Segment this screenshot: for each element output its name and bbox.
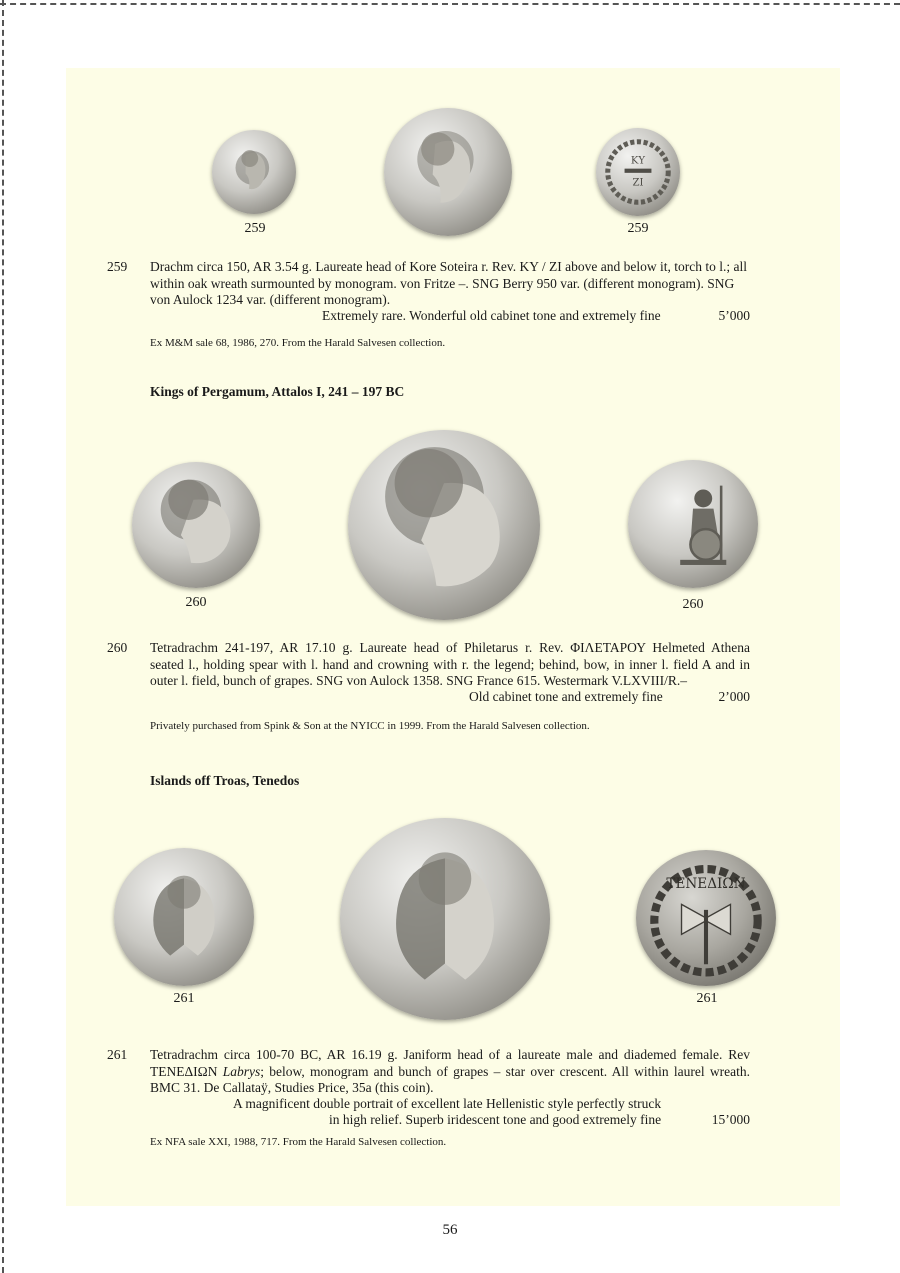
lot-provenance: Privately purchased from Spink & Son at the NYICC in 1999. From the Harald Salvesen collection. xyxy=(150,720,590,732)
lot-description xyxy=(150,640,750,690)
lot-grade: in high relief. Superb iridescent tone and good extremely fine xyxy=(329,1112,662,1127)
labrys-wreath-icon xyxy=(636,850,776,986)
coin-259-reverse xyxy=(596,128,680,216)
description-line: Tetradrachm circa 100-70 BC, AR 16.19 g. Janiform head of a laureate male and diademed female. Rev xyxy=(150,1047,750,1062)
head-profile-icon xyxy=(348,430,540,620)
lot-number: 259 xyxy=(107,259,128,274)
coin-260-obverse-small xyxy=(132,462,260,588)
crop-border-top xyxy=(0,3,900,5)
athena-seated-icon xyxy=(628,460,758,588)
description-line: von Aulock 1234 var. (different monogram). xyxy=(150,292,391,307)
description-line: seated l., holding spear with l. hand and crowning with r. the legend; behind, bow, in inner l. field A and in xyxy=(150,656,750,672)
head-profile-icon xyxy=(132,462,260,588)
coin-259-obverse-large xyxy=(384,108,512,236)
description-text: ; below, monogram and bunch of grapes – star over crescent. All within laurel wreath. xyxy=(260,1063,751,1079)
lot-description xyxy=(150,1047,750,1097)
section-heading: Kings of Pergamum, Attalos I, 241 – 197 BC xyxy=(150,384,405,399)
catalogue-panel xyxy=(66,68,840,1206)
description-line: outer l. field, bunch of grapes. SNG von Aulock 1358. SNG France 615. Westermark V.LXVIII/R.– xyxy=(150,673,687,688)
description-text: ΤΕΝΕΔΙΩΝ xyxy=(150,1063,223,1079)
coin-261-reverse xyxy=(636,850,776,986)
lot-price: 2’000 xyxy=(718,689,750,704)
lot-grade: Extremely rare. Wonderful old cabinet tone and extremely fine xyxy=(322,308,661,323)
coin-caption: 260 xyxy=(682,597,704,612)
lot-number: 261 xyxy=(107,1047,128,1062)
lot-number: 260 xyxy=(107,640,128,655)
svg-text:ΚΥ: ΚΥ xyxy=(630,155,646,167)
description-line: Drachm circa 150, AR 3.54 g. Laureate head of Kore Soteira r. Rev. KY / ZI above and below it, torch to l.; all xyxy=(150,259,747,274)
lot-grade: A magnificent double portrait of excellent late Hellenistic style perfectly struck xyxy=(233,1096,662,1111)
janiform-head-icon xyxy=(340,818,550,1020)
svg-text:ΖΙ: ΖΙ xyxy=(632,177,644,189)
description-line: within oak wreath surmounted by monogram. von Fritze –. SNG Berry 950 var. (different monogram). SNG xyxy=(150,275,735,291)
lot-grade: Old cabinet tone and extremely fine xyxy=(469,689,663,704)
coin-260-reverse xyxy=(628,460,758,588)
section-heading: Islands off Troas, Tenedos xyxy=(150,773,300,788)
description-line: Tetradrachm 241-197, AR 17.10 g. Laureate head of Philetarus r. Rev. ΦΙΛΕΤΑΡΟΥ Helmeted Athena xyxy=(150,640,750,655)
coin-caption: 261 xyxy=(173,991,195,1006)
lot-description xyxy=(150,259,750,309)
coin-caption: 261 xyxy=(696,991,718,1006)
wreath-icon xyxy=(596,128,680,216)
description-line: BMC 31. De Callataÿ, Studies Price, 35a (this coin). xyxy=(150,1080,434,1095)
svg-text:ΤΕΝΕΔΙΩΝ: ΤΕΝΕΔΙΩΝ xyxy=(666,876,746,893)
page-number: 56 xyxy=(442,1222,458,1238)
lot-provenance: Ex M&M sale 68, 1986, 270. From the Harald Salvesen collection. xyxy=(150,337,446,349)
description-italic: Labrys xyxy=(222,1063,261,1079)
coin-caption: 259 xyxy=(244,221,266,236)
lot-provenance: Ex NFA sale XXI, 1988, 717. From the Harald Salvesen collection. xyxy=(150,1136,447,1148)
head-profile-icon xyxy=(384,108,512,236)
janiform-head-icon xyxy=(114,848,254,986)
coin-261-obverse-large xyxy=(340,818,550,1020)
coin-259-obverse-small xyxy=(212,130,296,214)
coin-caption: 259 xyxy=(627,221,649,236)
coin-caption: 260 xyxy=(185,595,207,610)
description-line xyxy=(150,1064,750,1081)
coin-260-obverse-large xyxy=(348,430,540,620)
lot-price: 15’000 xyxy=(711,1112,750,1127)
head-profile-icon xyxy=(212,130,296,214)
lot-price: 5’000 xyxy=(718,308,750,323)
crop-border-left xyxy=(2,0,4,1273)
coin-261-obverse-small xyxy=(114,848,254,986)
